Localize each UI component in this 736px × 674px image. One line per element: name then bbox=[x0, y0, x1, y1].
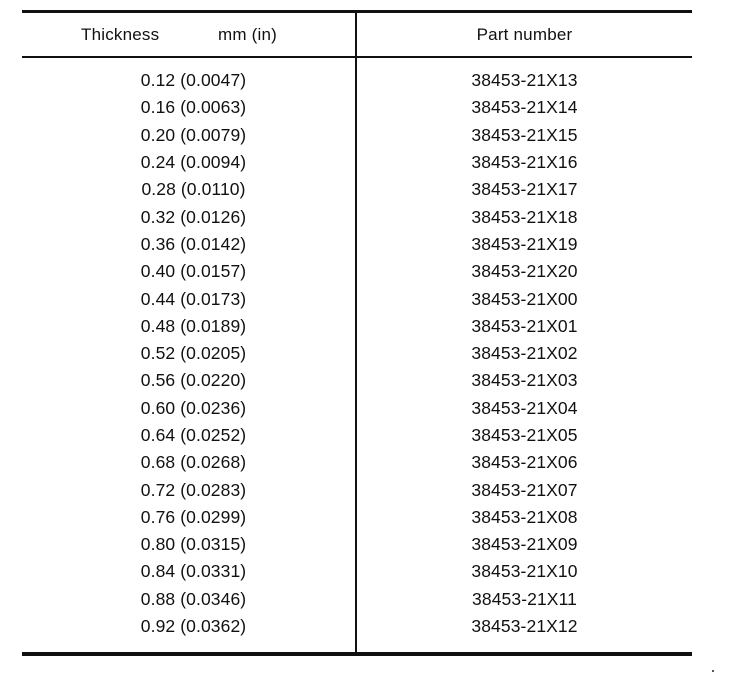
unit-header-label: mm (in) bbox=[218, 24, 277, 44]
shim-thickness-table bbox=[22, 10, 692, 656]
thickness-cell: 0.88 (0.0346) bbox=[140, 588, 247, 609]
table-row bbox=[22, 504, 692, 531]
table-bottom-rule bbox=[22, 652, 692, 656]
table-row bbox=[22, 313, 692, 340]
thickness-cell: 0.16 (0.0063) bbox=[140, 97, 247, 118]
part-number-cell: 38453-21X08 bbox=[471, 506, 578, 527]
table-row bbox=[22, 231, 692, 258]
thickness-cell: 0.68 (0.0268) bbox=[140, 452, 247, 473]
part-number-column-header bbox=[357, 13, 692, 56]
part-number-cell: 38453-21X03 bbox=[471, 370, 578, 391]
thickness-cell: 0.72 (0.0283) bbox=[140, 479, 247, 500]
part-number-header-label: Part number bbox=[476, 24, 573, 44]
thickness-cell: 0.60 (0.0236) bbox=[140, 397, 247, 418]
thickness-cell: 0.84 (0.0331) bbox=[140, 561, 247, 582]
part-number-cell: 38453-21X13 bbox=[471, 70, 578, 91]
thickness-cell: 0.20 (0.0079) bbox=[140, 124, 247, 145]
thickness-cell: 0.12 (0.0047) bbox=[140, 70, 247, 91]
thickness-cell: 0.80 (0.0315) bbox=[140, 534, 247, 555]
part-number-cell: 38453-21X00 bbox=[471, 288, 578, 309]
table-row bbox=[22, 586, 692, 613]
thickness-cell: 0.40 (0.0157) bbox=[140, 261, 247, 282]
header-rule bbox=[22, 56, 692, 58]
part-number-cell: 38453-21X12 bbox=[471, 616, 578, 637]
scan-speck bbox=[712, 670, 714, 672]
table-row bbox=[22, 395, 692, 422]
thickness-cell: 0.64 (0.0252) bbox=[140, 425, 247, 445]
part-number-cell: 38453-21X17 bbox=[471, 179, 578, 200]
thickness-cell: 0.52 (0.0205) bbox=[140, 343, 247, 364]
part-number-cell: 38453-21X10 bbox=[471, 561, 578, 582]
table-row bbox=[22, 449, 692, 476]
table-row bbox=[22, 149, 692, 176]
table-row bbox=[22, 94, 692, 121]
table-row bbox=[22, 258, 692, 285]
thickness-cell: 0.76 (0.0299) bbox=[140, 506, 247, 527]
table-row bbox=[22, 203, 692, 230]
part-number-cell: 38453-21X01 bbox=[471, 315, 578, 336]
table-row bbox=[22, 531, 692, 558]
table-row bbox=[22, 558, 692, 585]
part-number-cell: 38453-21X19 bbox=[471, 233, 578, 254]
part-number-cell: 38453-21X06 bbox=[471, 452, 578, 473]
thickness-cell: 0.32 (0.0126) bbox=[140, 206, 247, 227]
part-number-cell: 38453-21X09 bbox=[471, 534, 578, 555]
thickness-column-header bbox=[22, 13, 355, 56]
part-number-cell: 38453-21X14 bbox=[471, 97, 578, 118]
table-row bbox=[22, 422, 692, 449]
part-number-cell: 38453-21X16 bbox=[471, 152, 578, 173]
thickness-cell: 0.44 (0.0173) bbox=[140, 288, 247, 309]
part-number-cell: 38453-21X18 bbox=[471, 206, 578, 227]
part-number-cell: 38453-21X05 bbox=[471, 425, 578, 445]
thickness-header-label: Thickness bbox=[81, 24, 160, 44]
thickness-cell: 0.24 (0.0094) bbox=[140, 152, 247, 173]
part-number-cell: 38453-21X15 bbox=[471, 124, 578, 145]
part-number-cell: 38453-21X07 bbox=[471, 479, 578, 500]
table-row bbox=[22, 176, 692, 203]
thickness-cell: 0.48 (0.0189) bbox=[140, 315, 247, 336]
table-row bbox=[22, 367, 692, 394]
part-number-cell: 38453-21X02 bbox=[471, 343, 578, 364]
table-row bbox=[22, 122, 692, 149]
thickness-cell: 0.28 (0.0110) bbox=[141, 179, 246, 200]
thickness-cell: 0.92 (0.0362) bbox=[140, 616, 247, 637]
part-number-cell: 38453-21X20 bbox=[471, 261, 578, 282]
table-body bbox=[22, 67, 692, 640]
table-row bbox=[22, 285, 692, 312]
part-number-cell: 38453-21X11 bbox=[472, 588, 577, 609]
part-number-cell: 38453-21X04 bbox=[471, 397, 578, 418]
thickness-cell: 0.56 (0.0220) bbox=[140, 370, 247, 391]
thickness-cell: 0.36 (0.0142) bbox=[140, 233, 247, 254]
table-row bbox=[22, 340, 692, 367]
table-row bbox=[22, 476, 692, 503]
table-row bbox=[22, 67, 692, 94]
table-row bbox=[22, 613, 692, 640]
